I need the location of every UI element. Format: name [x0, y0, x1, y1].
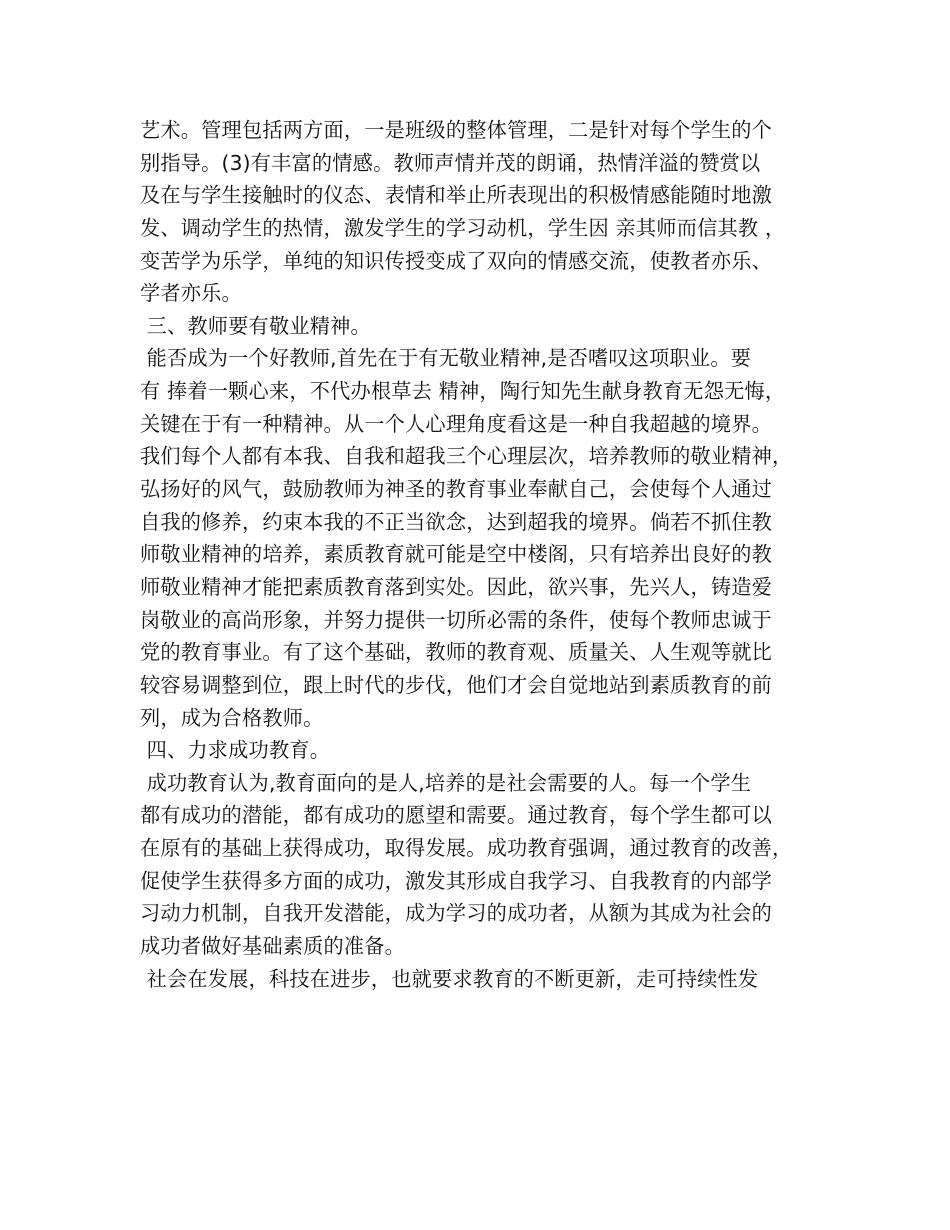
text-line: 我们每个人都有本我、自我和超我三个心理层次，培养教师的敬业精神，	[140, 444, 793, 469]
text-line: 学者亦乐。	[140, 281, 242, 306]
text-line: 弘扬好的风气，鼓励教师为神圣的教育事业奉献自己，会使每个人通过	[140, 477, 773, 502]
text-line: 成功者做好基础素质的准备。	[140, 934, 406, 959]
text-line: 促使学生获得多方面的成功，激发其形成自我学习、自我教育的内部学	[140, 868, 773, 893]
text-line: 较容易调整到位，跟上时代的步伐，他们才会自觉地站到素质教育的前	[140, 672, 773, 697]
text-line: 变苦学为乐学，单纯的知识传授变成了双向的情感交流，使教者亦乐、	[140, 248, 773, 273]
section-heading: 三、教师要有敬业精神。	[140, 313, 371, 338]
text-line: 列，成为合格教师。	[140, 705, 324, 730]
text-line: 党的教育事业。有了这个基础，教师的教育观、质量关、人生观等就比	[140, 640, 773, 665]
text-line: 能否成为一个好教师,首先在于有无敬业精神,是否嗜叹这项职业。要	[140, 346, 752, 371]
text-line: 师敬业精神的培养，素质教育就可能是空中楼阁，只有培养出良好的教	[140, 542, 773, 567]
text-line: 社会在发展，科技在进步，也就要求教育的不断更新，走可持续性发	[140, 966, 759, 991]
text-line: 都有成功的潜能，都有成功的愿望和需要。通过教育，每个学生都可以	[140, 803, 773, 828]
text-line: 别指导。(3)有丰富的情感。教师声情并茂的朗诵，热情洋溢的赞赏以	[140, 150, 761, 175]
section-heading: 四、力求成功教育。	[140, 738, 331, 763]
text-line: 习动力机制，自我开发潜能，成为学习的成功者，从额为其成为社会的	[140, 901, 773, 926]
text-line: 关键在于有一种精神。从一个人心理角度看这是一种自我超越的境界。	[140, 411, 773, 436]
text-line: 艺术。管理包括两方面，一是班级的整体管理，二是针对每个学生的个	[140, 118, 773, 142]
text-line: 师敬业精神才能把素质教育落到实处。因此，欲兴事，先兴人，铸造爱	[140, 574, 773, 599]
text-line: 岗敬业的高尚形象，并努力提供一切所必需的条件，使每个教师忠诚于	[140, 607, 773, 632]
text-line: 有 捧着一颗心来，不代办根草去 精神，陶行知先生献身教育无怨无悔，	[140, 379, 786, 404]
text-line: 在原有的基础上获得成功，取得发展。成功教育强调，通过教育的改善，	[140, 836, 793, 861]
text-line: 发、调动学生的热情，激发学生的学习动机，学生因 亲其师而信其教 ，	[140, 215, 786, 240]
document-body	[140, 114, 820, 995]
text-line: 及在与学生接触时的仪态、表情和举止所表现出的积极情感能随时地激	[140, 183, 773, 208]
text-line: 成功教育认为,教育面向的是人,培养的是社会需要的人。每一个学生	[140, 770, 752, 795]
text-line: 自我的修养，约束本我的不正当欲念，达到超我的境界。倘若不抓住教	[140, 509, 773, 534]
